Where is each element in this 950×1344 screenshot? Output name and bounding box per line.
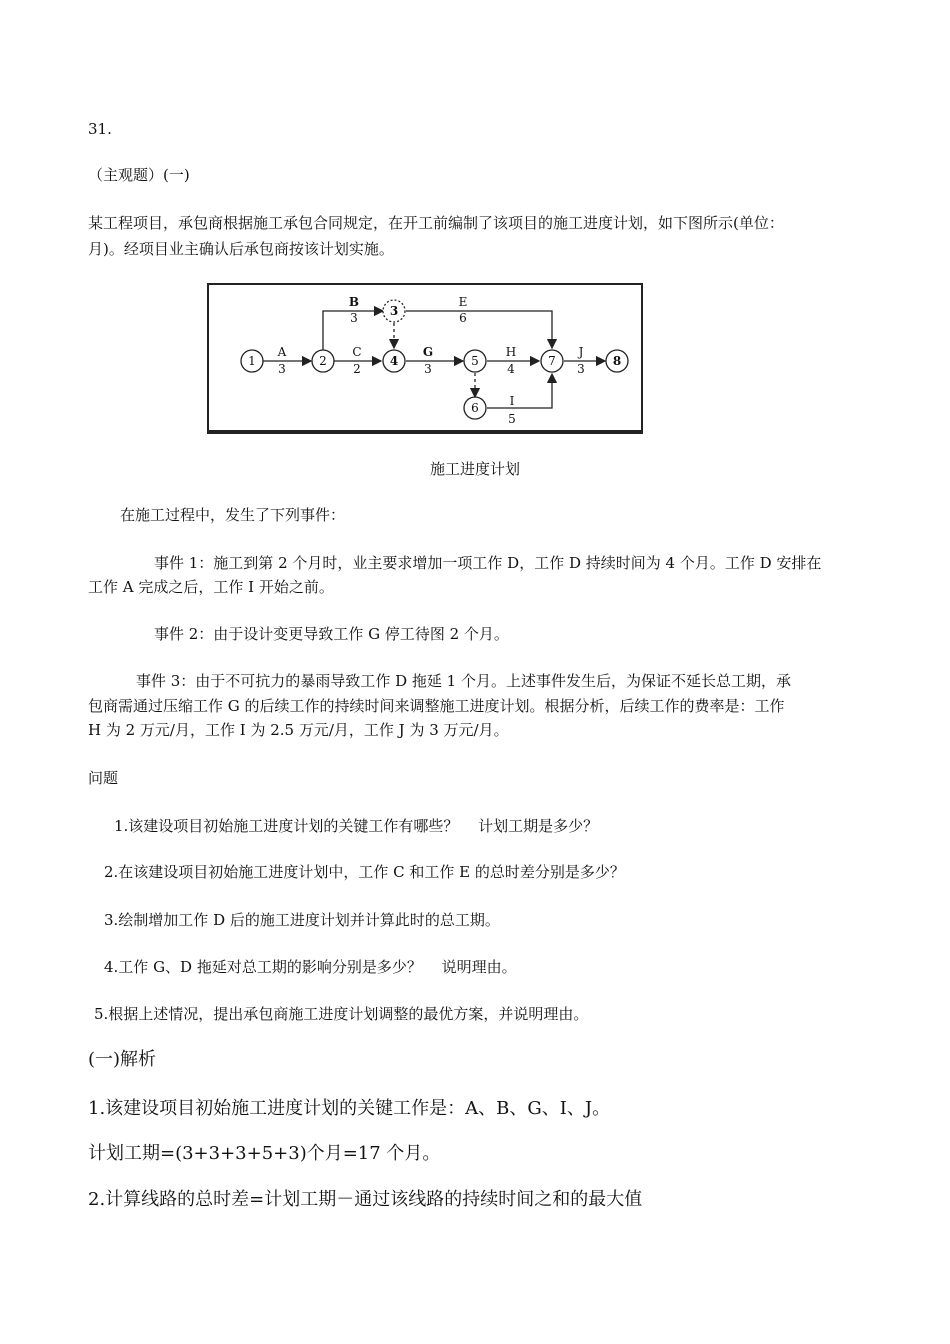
analysis-2: 计划工期=(3+3+3+5+3)个月=17 个月。	[88, 1143, 441, 1164]
network-diagram	[207, 283, 643, 434]
question-number: 31.	[88, 120, 112, 138]
questions-heading: 问题	[88, 769, 119, 787]
event1-line-1: 事件 1：施工到第 2 个月时，业主要求增加一项工作 D，工作 D 持续时间为 4 个月。工作 D 安排在	[154, 554, 822, 572]
label-i-name: I	[509, 394, 515, 408]
question-1: 1.该建设项目初始施工进度计划的关键工作有哪些？ 计划工期是多少？	[114, 817, 599, 835]
event1-line-2: 工作 A 完成之后，工作 I 开始之前。	[88, 578, 334, 596]
event3-line-3: H 为 2 万元/月，工作 I 为 2.5 万元/月，工作 J 为 3 万元/月。	[88, 721, 509, 739]
svg-text:3: 3	[389, 304, 399, 318]
intro-line-1: 某工程项目，承包商根据施工承包合同规定，在开工前编制了该项目的施工进度计划，如下图所示(单位：	[88, 214, 784, 232]
question-type: （主观题）(一)	[88, 166, 190, 184]
analysis-3: 2.计算线路的总时差=计划工期－通过该线路的持续时间之和的最大值	[88, 1189, 643, 1210]
svg-text:4: 4	[389, 354, 399, 368]
svg-text:8: 8	[612, 354, 622, 368]
node-7	[541, 350, 563, 372]
label-i-duration: 5	[508, 412, 516, 426]
event3-line-2: 包商需通过压缩工作 G 的后续工作的持续时间来调整施工进度计划。根据分析，后续工作的费率是：工作	[88, 697, 785, 715]
analysis-1: 1.该建设项目初始施工进度计划的关键工作是：A、B、G、I、J。	[88, 1098, 611, 1119]
label-g-name: G	[422, 345, 434, 359]
svg-text:6: 6	[471, 401, 479, 415]
label-b-duration: 3	[350, 311, 358, 325]
node-3	[383, 300, 405, 322]
label-j-duration: 3	[577, 362, 585, 376]
label-e-name: E	[458, 295, 468, 309]
event2: 事件 2：由于设计变更导致工作 G 停工待图 2 个月。	[154, 625, 509, 643]
label-j-name: J	[578, 345, 584, 359]
question-5: 5.根据上述情况，提出承包商施工进度计划调整的最优方案，并说明理由。	[94, 1005, 589, 1023]
events-intro: 在施工过程中，发生了下列事件：	[120, 506, 346, 524]
svg-text:2: 2	[319, 354, 327, 368]
label-e-duration: 6	[459, 311, 467, 325]
label-c-name: C	[352, 345, 362, 359]
question-2: 2.在该建设项目初始施工进度计划中，工作 C 和工作 E 的总时差分别是多少？	[104, 863, 625, 881]
label-h-duration: 4	[507, 362, 515, 376]
diagram-caption: 施工进度计划	[429, 460, 520, 478]
analysis-heading: (一)解析	[88, 1049, 157, 1070]
node-8	[606, 350, 628, 372]
node-4	[383, 350, 405, 372]
intro-line-2: 月)。经项目业主确认后承包商按该计划实施。	[88, 240, 394, 258]
node-2	[312, 350, 334, 372]
svg-text:5: 5	[471, 354, 479, 368]
label-h-name: H	[505, 345, 517, 359]
question-3: 3.绘制增加工作 D 后的施工进度计划并计算此时的总工期。	[104, 911, 500, 929]
label-a-duration: 3	[278, 362, 286, 376]
network-diagram-svg	[209, 285, 641, 430]
question-4: 4.工作 G、D 拖延对总工期的影响分别是多少？ 说明理由。	[104, 958, 517, 976]
label-c-duration: 2	[353, 362, 361, 376]
label-g-duration: 3	[424, 362, 432, 376]
svg-text:7: 7	[548, 354, 556, 368]
node-1	[241, 350, 263, 372]
node-6	[464, 397, 486, 419]
svg-text:1: 1	[248, 354, 256, 368]
event3-line-1: 事件 3：由于不可抗力的暴雨导致工作 D 拖延 1 个月。上述事件发生后，为保证不延长总工期，承	[136, 672, 791, 690]
edge-e	[406, 311, 552, 348]
node-5	[464, 350, 486, 372]
label-a-name: A	[277, 345, 287, 359]
label-b-name: B	[348, 295, 360, 309]
edge-i	[487, 374, 552, 408]
